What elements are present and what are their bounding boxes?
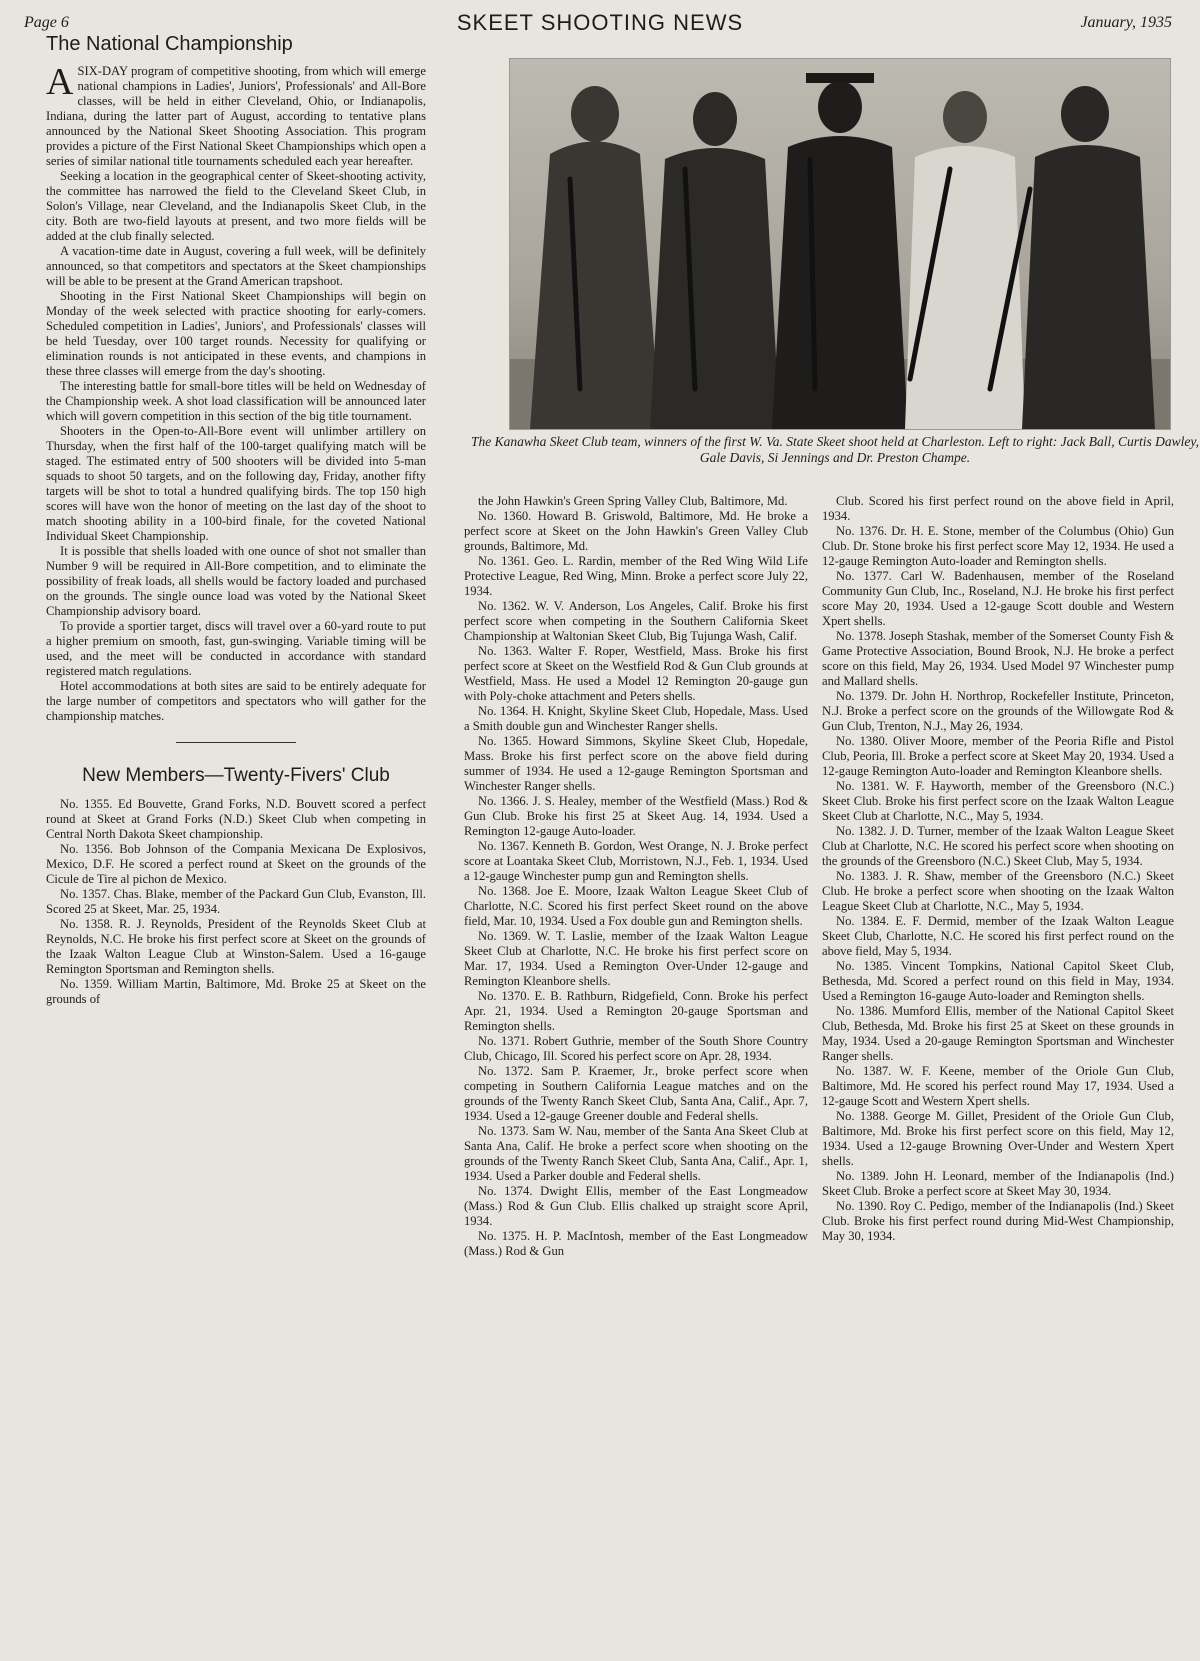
article-paragraph: Hotel accommodations at both sites are said to be entirely adequate for the large number of competitors and spectators who will gather for the championship matches. [46, 679, 426, 723]
article-paragraph: To provide a sportier target, discs will travel over a 60-yard route to put a higher premium on smooth, fast, gun-swinging. Variable timing will be used, and the meet will be conducted in accordance with standard registered match regulations. [46, 619, 426, 678]
member-entry: No. 1360. Howard B. Griswold, Baltimore, Md. He broke a perfect score at Skeet on the John Hawkin's Green Valley Club grounds, Baltimore, Md. [464, 509, 808, 553]
member-entry: No. 1357. Chas. Blake, member of the Packard Gun Club, Evanston, Ill. Scored 25 at Skeet, Mar. 25, 1934. [46, 887, 426, 916]
member-entry: No. 1376. Dr. H. E. Stone, member of the Columbus (Ohio) Gun Club. Dr. Stone broke his first perfect score May 12, 1934. He used a 12-gauge Remington Auto-loader and Remington shells. [822, 524, 1174, 568]
member-entry: No. 1373. Sam W. Nau, member of the Santa Ana Skeet Club at Santa Ana, Calif. He broke a perfect score when shooting on the grounds of the Twenty Ranch Skeet Club, Santa Ana, Calif., Apr. 1, 1934. Used a Parker double and Federal shells. [464, 1124, 808, 1183]
member-entry: No. 1367. Kenneth B. Gordon, West Orange, N. J. Broke perfect score at Loantaka Skeet Club, Morristown, N.J., Feb. 1, 1934. Used a 12-gauge Winchester pump gun and Remington shells. [464, 839, 808, 883]
member-entry: No. 1374. Dwight Ellis, member of the East Longmeadow (Mass.) Rod & Gun Club. Ellis chalked up straight score April, 1934. [464, 1184, 808, 1228]
column-1 [46, 32, 426, 1007]
member-entry: No. 1384. E. F. Dermid, member of the Izaak Walton League Skeet Club, Charlotte, N.C. He scored his first perfect round on the above field, May 5, 1934. [822, 914, 1174, 958]
article-paragraph: A vacation-time date in August, covering a full week, will be definitely announced, so that competitors and spectators at the Skeet championships will be able to be present at the Grand American trapshoot. [46, 244, 426, 288]
article-title: The National Championship [46, 33, 293, 55]
section-title: New Members—Twenty-Fivers' Club [82, 765, 390, 786]
page-number: Page 6 [24, 14, 69, 31]
publication-title: SKEET SHOOTING NEWS [456, 10, 744, 35]
member-entry: No. 1388. George M. Gillet, President of the Oriole Gun Club, Baltimore, Md. Broke his first perfect score on this field, May 12, 1934. Used a 12-gauge Browning Over-Under and Western Xpert shells. [822, 1109, 1174, 1168]
member-entry: No. 1385. Vincent Tompkins, National Capitol Skeet Club, Bethesda, Md. Scored a perfect round on this field in May, 1934. Used a Remington 16-gauge Auto-loader and Remington shells. [822, 959, 1174, 1003]
member-entry: No. 1375. H. P. MacIntosh, member of the East Longmeadow (Mass.) Rod & Gun [464, 1229, 808, 1258]
article-paragraph: Shooting in the First National Skeet Championships will begin on Monday of the week selected with practice shooting for early-comers. Scheduled competition in Ladies', Juniors', and Professionals' classes will be held Tuesday, over 100 target rounds. Necessity for qualifying or elimination rounds is not anticipated in these events, and champions in these three classes will emerge from the day's shooting. [46, 289, 426, 378]
member-entry: Club. Scored his first perfect round on the above field in April, 1934. [822, 494, 1174, 523]
drop-cap: A [46, 61, 74, 103]
photo-caption: The Kanawha Skeet Club team, winners of the first W. Va. State Skeet shoot held at Charleston. Left to right: Jack Ball, Curtis Dawley, Gale Davis, Si Jennings and Dr. Preston Champe. [470, 434, 1200, 465]
member-entry: No. 1361. Geo. L. Rardin, member of the Red Wing Wild Life Protective League, Red Wing, Minn. Broke a perfect score July 22, 1934. [464, 554, 808, 598]
member-entry: No. 1368. Joe E. Moore, Izaak Walton League Skeet Club of Charlotte, N.C. Scored his first perfect Skeet round on the above field, Mar. 10, 1934. Used a Fox double gun and Remington shells. [464, 884, 808, 928]
member-entry: No. 1377. Carl W. Badenhausen, member of the Roseland Community Gun Club, Inc., Roseland, N.J. He broke his first perfect score May 20, 1934. Used a 12-gauge Scott double and Western Xpert shells. [822, 569, 1174, 628]
section-divider [176, 742, 296, 743]
issue-date: January, 1935 [1080, 14, 1172, 31]
member-entry: No. 1372. Sam P. Kraemer, Jr., broke perfect score when competing in Southern California League matches and on the grounds of the Twenty Ranch Skeet Club, Santa Ana, Calif., Apr. 7, 1934. Used a 12-gauge Greener double and Federal shells. [464, 1064, 808, 1123]
member-entry: No. 1356. Bob Johnson of the Compania Mexicana De Explosivos, Mexico, D.F. He scored a perfect round at Skeet on the grounds of the Cicule de Tire al pichon de Mexico. [46, 842, 426, 886]
member-entry: No. 1382. J. D. Turner, member of the Izaak Walton League Skeet Club at Charlotte, N.C. He scored his perfect score when shooting on the grounds of the Greensboro (N.C.) Skeet Club, May 5, 1934. [822, 824, 1174, 868]
member-entry: No. 1364. H. Knight, Skyline Skeet Club, Hopedale, Mass. Used a Smith double gun and Winchester Ranger shells. [464, 704, 808, 733]
member-entry: No. 1355. Ed Bouvette, Grand Forks, N.D. Bouvett scored a perfect round at Skeet at Grand Forks (N.D.) Skeet Club when competing in Central North Dakota Skeet championship. [46, 797, 426, 841]
member-entry: No. 1365. Howard Simmons, Skyline Skeet Club, Hopedale, Mass. Broke his first perfect score on the above field during summer of 1934. He used a 12-gauge Remington Sportsman and Winchester Ranger shells. [464, 734, 808, 793]
member-entry: No. 1379. Dr. John H. Northrop, Rockefeller Institute, Princeton, N.J. Broke a perfect score on the grounds of the Willowgate Rod & Gun Club, Trenton, N.J., May 26, 1934. [822, 689, 1174, 733]
team-photo [509, 58, 1171, 430]
article-paragraph: The interesting battle for small-bore titles will be held on Wednesday of the Championship week. A shot load classification will be announced later which will govern competition in this section of the big title tournament. [46, 379, 426, 423]
member-entry: the John Hawkin's Green Spring Valley Club, Baltimore, Md. [478, 494, 788, 508]
member-entry: No. 1386. Mumford Ellis, member of the National Capitol Skeet Club, Bethesda, Md. Broke his first 25 at Skeet on these grounds in May, 1934. Used a 20-gauge Remington Sportsman and Winchester Ranger shells. [822, 1004, 1174, 1063]
member-entry: No. 1390. Roy C. Pedigo, member of the Indianapolis (Ind.) Skeet Club. Broke his first perfect round during Mid-West Championship, May 30, 1934. [822, 1199, 1174, 1243]
member-entry: No. 1358. R. J. Reynolds, President of the Reynolds Skeet Club at Reynolds, N.C. He broke his first perfect score at Skeet on the grounds of the Izaak Walton League Club at Winston-Salem. Used a 16-gauge Remington Sportsman and Remington shells. [46, 917, 426, 976]
member-entry: No. 1371. Robert Guthrie, member of the South Shore Country Club, Chicago, Ill. Scored his perfect score on Apr. 28, 1934. [464, 1034, 808, 1063]
member-entry: No. 1359. William Martin, Baltimore, Md. Broke 25 at Skeet on the grounds of [46, 977, 426, 1006]
article-paragraph: Seeking a location in the geographical center of Skeet-shooting activity, the committee has narrowed the field to the Cleveland Skeet Club, in Solon's Village, near Cleveland, and the Indianapolis Skeet Club, in the city. Both are two-field layouts at present, and two more fields will be added at the club finally selected. [46, 169, 426, 243]
member-entry: No. 1383. J. R. Shaw, member of the Greensboro (N.C.) Skeet Club. He broke a perfect score when shooting on the Izaak Walton League Skeet Club at Charlotte, N.C., May 5, 1934. [822, 869, 1174, 913]
article-paragraph: ASIX-DAY program of competitive shooting, from which will emerge national champions in Ladies', Juniors', Professionals' and All-Bore classes, will be held in either Cleveland, Ohio, or Indianapolis, Indiana, during the latter part of August, according to tentative plans announced by the National Skeet Shooting Association. This program provides a picture of the First National Skeet Championships which open a series of similar national title tournaments scheduled each year hereafter. [46, 61, 426, 168]
member-entry: No. 1380. Oliver Moore, member of the Peoria Rifle and Pistol Club, Peoria, Ill. Broke a perfect score at Skeet May 20, 1934. Used a 12-gauge Remington Auto-loader and Remington Kleanbore shells. [822, 734, 1174, 778]
member-entry: No. 1387. W. F. Keene, member of the Oriole Gun Club, Baltimore, Md. He scored his perfect round May 17, 1934. Used a 12-gauge Scott and Western Xpert shells. [822, 1064, 1174, 1108]
member-entry: No. 1389. John H. Leonard, member of the Indianapolis (Ind.) Skeet Club. Broke a perfect score at Skeet May 30, 1934. [822, 1169, 1174, 1198]
member-entry: No. 1378. Joseph Stashak, member of the Somerset County Fish & Game Protective Association, Bound Brook, N.J. He broke a perfect score on this field, May 26, 1934. Used Model 97 Winchester pump and Mallard shells. [822, 629, 1174, 688]
member-entry: No. 1381. W. F. Hayworth, member of the Greensboro (N.C.) Skeet Club. Broke his first perfect score on the Izaak Walton League Skeet Club at Charlotte, N.C., May 5, 1934. [822, 779, 1174, 823]
member-entry: No. 1370. E. B. Rathburn, Ridgefield, Conn. Broke his perfect Apr. 21, 1934. Used a Remington 20-gauge Sportsman and Remington shells. [464, 989, 808, 1033]
column-3 [822, 494, 1174, 1244]
member-entry: No. 1362. W. V. Anderson, Los Angeles, Calif. Broke his first perfect score when competing in the Southern California Skeet Championship at Waltonian Skeet Club, Big Tujunga Wash, Calif. [464, 599, 808, 643]
column-2 [464, 494, 808, 1259]
article-paragraph: Shooters in the Open-to-All-Bore event will unlimber artillery on Thursday, when the first half of the 100-target qualifying match will be staged. The estimated entry of 500 shooters will be divided into 5-man squads to shoot 50 targets, and on the following day, Friday, another fifty targets will be shot to total a hundred qualifying birds. The top 150 high scores will have won the honor of meeting on the last day of the shoot to match shooting ability in a 100-bird finale, for the coveted National Individual Skeet Championship. [46, 424, 426, 543]
member-entry: No. 1363. Walter F. Roper, Westfield, Mass. Broke his first perfect score at Skeet on the Westfield Rod & Gun Club grounds at Westfield, Mass. He used a Model 12 Remington 20-gauge gun with Poly-choke attachment and Peters shells. [464, 644, 808, 703]
member-entry: No. 1366. J. S. Healey, member of the Westfield (Mass.) Rod & Gun Club. Broke his first 25 at Skeet Aug. 14, 1934. Used a Remington 12-gauge Auto-loader. [464, 794, 808, 838]
member-list [46, 797, 426, 1007]
member-entry: No. 1369. W. T. Laslie, member of the Izaak Walton League Skeet Club at Charlotte, N.C. He broke his first perfect score on Mar. 17, 1934. Used a Remington Over-Under 12-gauge and Remington Kleanbore shells. [464, 929, 808, 988]
article-paragraph: It is possible that shells loaded with one ounce of shot not smaller than Number 9 will be required in All-Bore competition, and to eliminate the possibility of freak loads, all shells would be factory loaded and purchased on the grounds. The single ounce load was voted by the National Skeet Championship advisory board. [46, 544, 426, 618]
